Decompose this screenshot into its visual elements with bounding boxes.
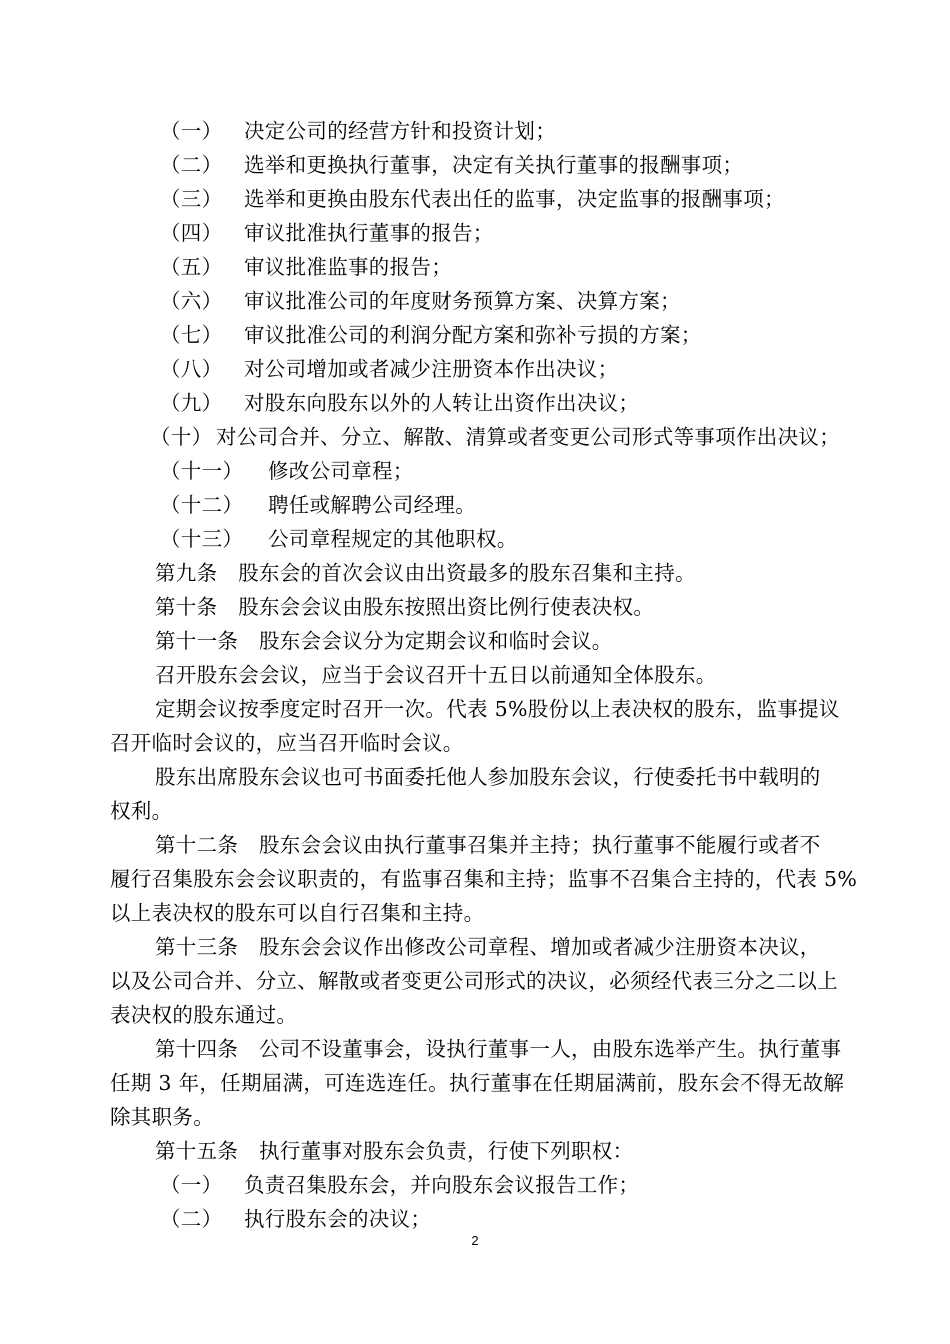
list-item-text: 决定公司的经营方针和投资计划； — [244, 119, 556, 143]
article-13-line-2: 以及公司合并、分立、解散或者变更公司形式的决议，必须经代表三分之二以上 — [110, 969, 838, 993]
list-item — [160, 250, 452, 284]
article-12-line-3: 以上表决权的股东可以自行召集和主持。 — [110, 901, 485, 925]
list-item — [160, 318, 702, 352]
page-number: 2 — [471, 1233, 479, 1248]
paragraph-regular-meeting-line-2: 召开临时会议的，应当召开临时会议。 — [110, 731, 464, 755]
list-item-text: 审议批准执行董事的报告； — [244, 221, 494, 245]
list-item-number: （一） — [160, 1173, 223, 1197]
list-item — [160, 148, 743, 182]
list-item-number: （九） — [160, 391, 223, 415]
list-item-text: 修改公司章程； — [268, 459, 414, 483]
article-13-line-3: 表决权的股东通过。 — [110, 1003, 298, 1027]
paragraph-proxy-line-1: 股东出席股东会议也可书面委托他人参加股东会议，行使委托书中载明的 — [155, 765, 821, 789]
list-item-number: （十二） — [160, 493, 244, 517]
paragraph-proxy-line-2: 权利。 — [110, 799, 173, 823]
list-item-text: 执行股东会的决议； — [244, 1207, 432, 1231]
article-12-line-2: 履行召集股东会会议职责的，有监事召集和主持；监事不召集合主持的，代表 5% — [110, 867, 858, 891]
list-item-number: （二） — [160, 1207, 223, 1231]
list-item-text: 对公司增加或者减少注册资本作出决议； — [244, 357, 619, 381]
list-item-text: 审议批准公司的年度财务预算方案、决算方案； — [244, 289, 681, 313]
list-item-text: 对股东向股东以外的人转让出资作出决议； — [244, 391, 640, 415]
article-14-line-2: 任期 3 年，任期届满，可连选连任。执行董事在任期届满前，股东会不得无故解 — [110, 1071, 845, 1095]
list-item — [160, 352, 618, 386]
list-item — [160, 216, 494, 250]
list-item — [160, 114, 556, 148]
list-item-text: 审议批准监事的报告； — [244, 255, 452, 279]
list-item-number: （六） — [160, 289, 223, 313]
article-9: 第九条 股东会的首次会议由出资最多的股东召集和主持。 — [155, 561, 696, 585]
list-item — [160, 522, 518, 556]
list-item-text: 选举和更换执行董事，决定有关执行董事的报酬事项； — [244, 153, 744, 177]
list-item-number: （十三） — [160, 527, 244, 551]
list-item-number: （七） — [160, 323, 223, 347]
list-item-text: 对公司合并、分立、解散、清算或者变更公司形式等事项作出决议； — [216, 425, 840, 449]
article-10: 第十条 股东会会议由股东按照出资比例行使表决权。 — [155, 595, 655, 619]
list-item — [160, 386, 639, 420]
article-13-line-1: 第十三条 股东会会议作出修改公司章程、增加或者减少注册资本决议， — [155, 935, 821, 959]
list-item-number: （四） — [160, 221, 223, 245]
list-item-text: 审议批准公司的利润分配方案和弥补亏损的方案； — [244, 323, 702, 347]
list-item-text: 公司章程规定的其他职权。 — [268, 527, 518, 551]
article-12-line-1: 第十二条 股东会会议由执行董事召集并主持；执行董事不能履行或者不 — [155, 833, 821, 857]
list-item-number: （一） — [160, 119, 223, 143]
list-item — [160, 1168, 639, 1202]
list-item — [160, 284, 681, 318]
list-item-text: 聘任或解聘公司经理。 — [268, 493, 476, 517]
list-item — [150, 420, 840, 454]
article-14-line-1: 第十四条 公司不设董事会，设执行董事一人，由股东选举产生。执行董事 — [155, 1037, 842, 1061]
list-item-number: （十） — [150, 425, 213, 449]
list-item-number: （五） — [160, 255, 223, 279]
list-item-text: 选举和更换由股东代表出任的监事，决定监事的报酬事项； — [244, 187, 785, 211]
list-item-text: 负责召集股东会，并向股东会议报告工作； — [244, 1173, 640, 1197]
article-15: 第十五条 执行董事对股东会负责，行使下列职权： — [155, 1139, 634, 1163]
list-item-number: （八） — [160, 357, 223, 381]
paragraph-notice: 召开股东会会议，应当于会议召开十五日以前通知全体股东。 — [155, 663, 717, 687]
article-14-line-3: 除其职务。 — [110, 1105, 214, 1129]
list-item — [160, 1202, 431, 1236]
article-11: 第十一条 股东会会议分为定期会议和临时会议。 — [155, 629, 613, 653]
list-item — [160, 454, 414, 488]
list-item-number: （二） — [160, 153, 223, 177]
list-item — [160, 182, 785, 216]
paragraph-regular-meeting-line-1: 定期会议按季度定时召开一次。代表 5%股份以上表决权的股东，监事提议 — [155, 697, 840, 721]
list-item-number: （三） — [160, 187, 223, 211]
list-item — [160, 488, 476, 522]
list-item-number: （十一） — [160, 459, 244, 483]
